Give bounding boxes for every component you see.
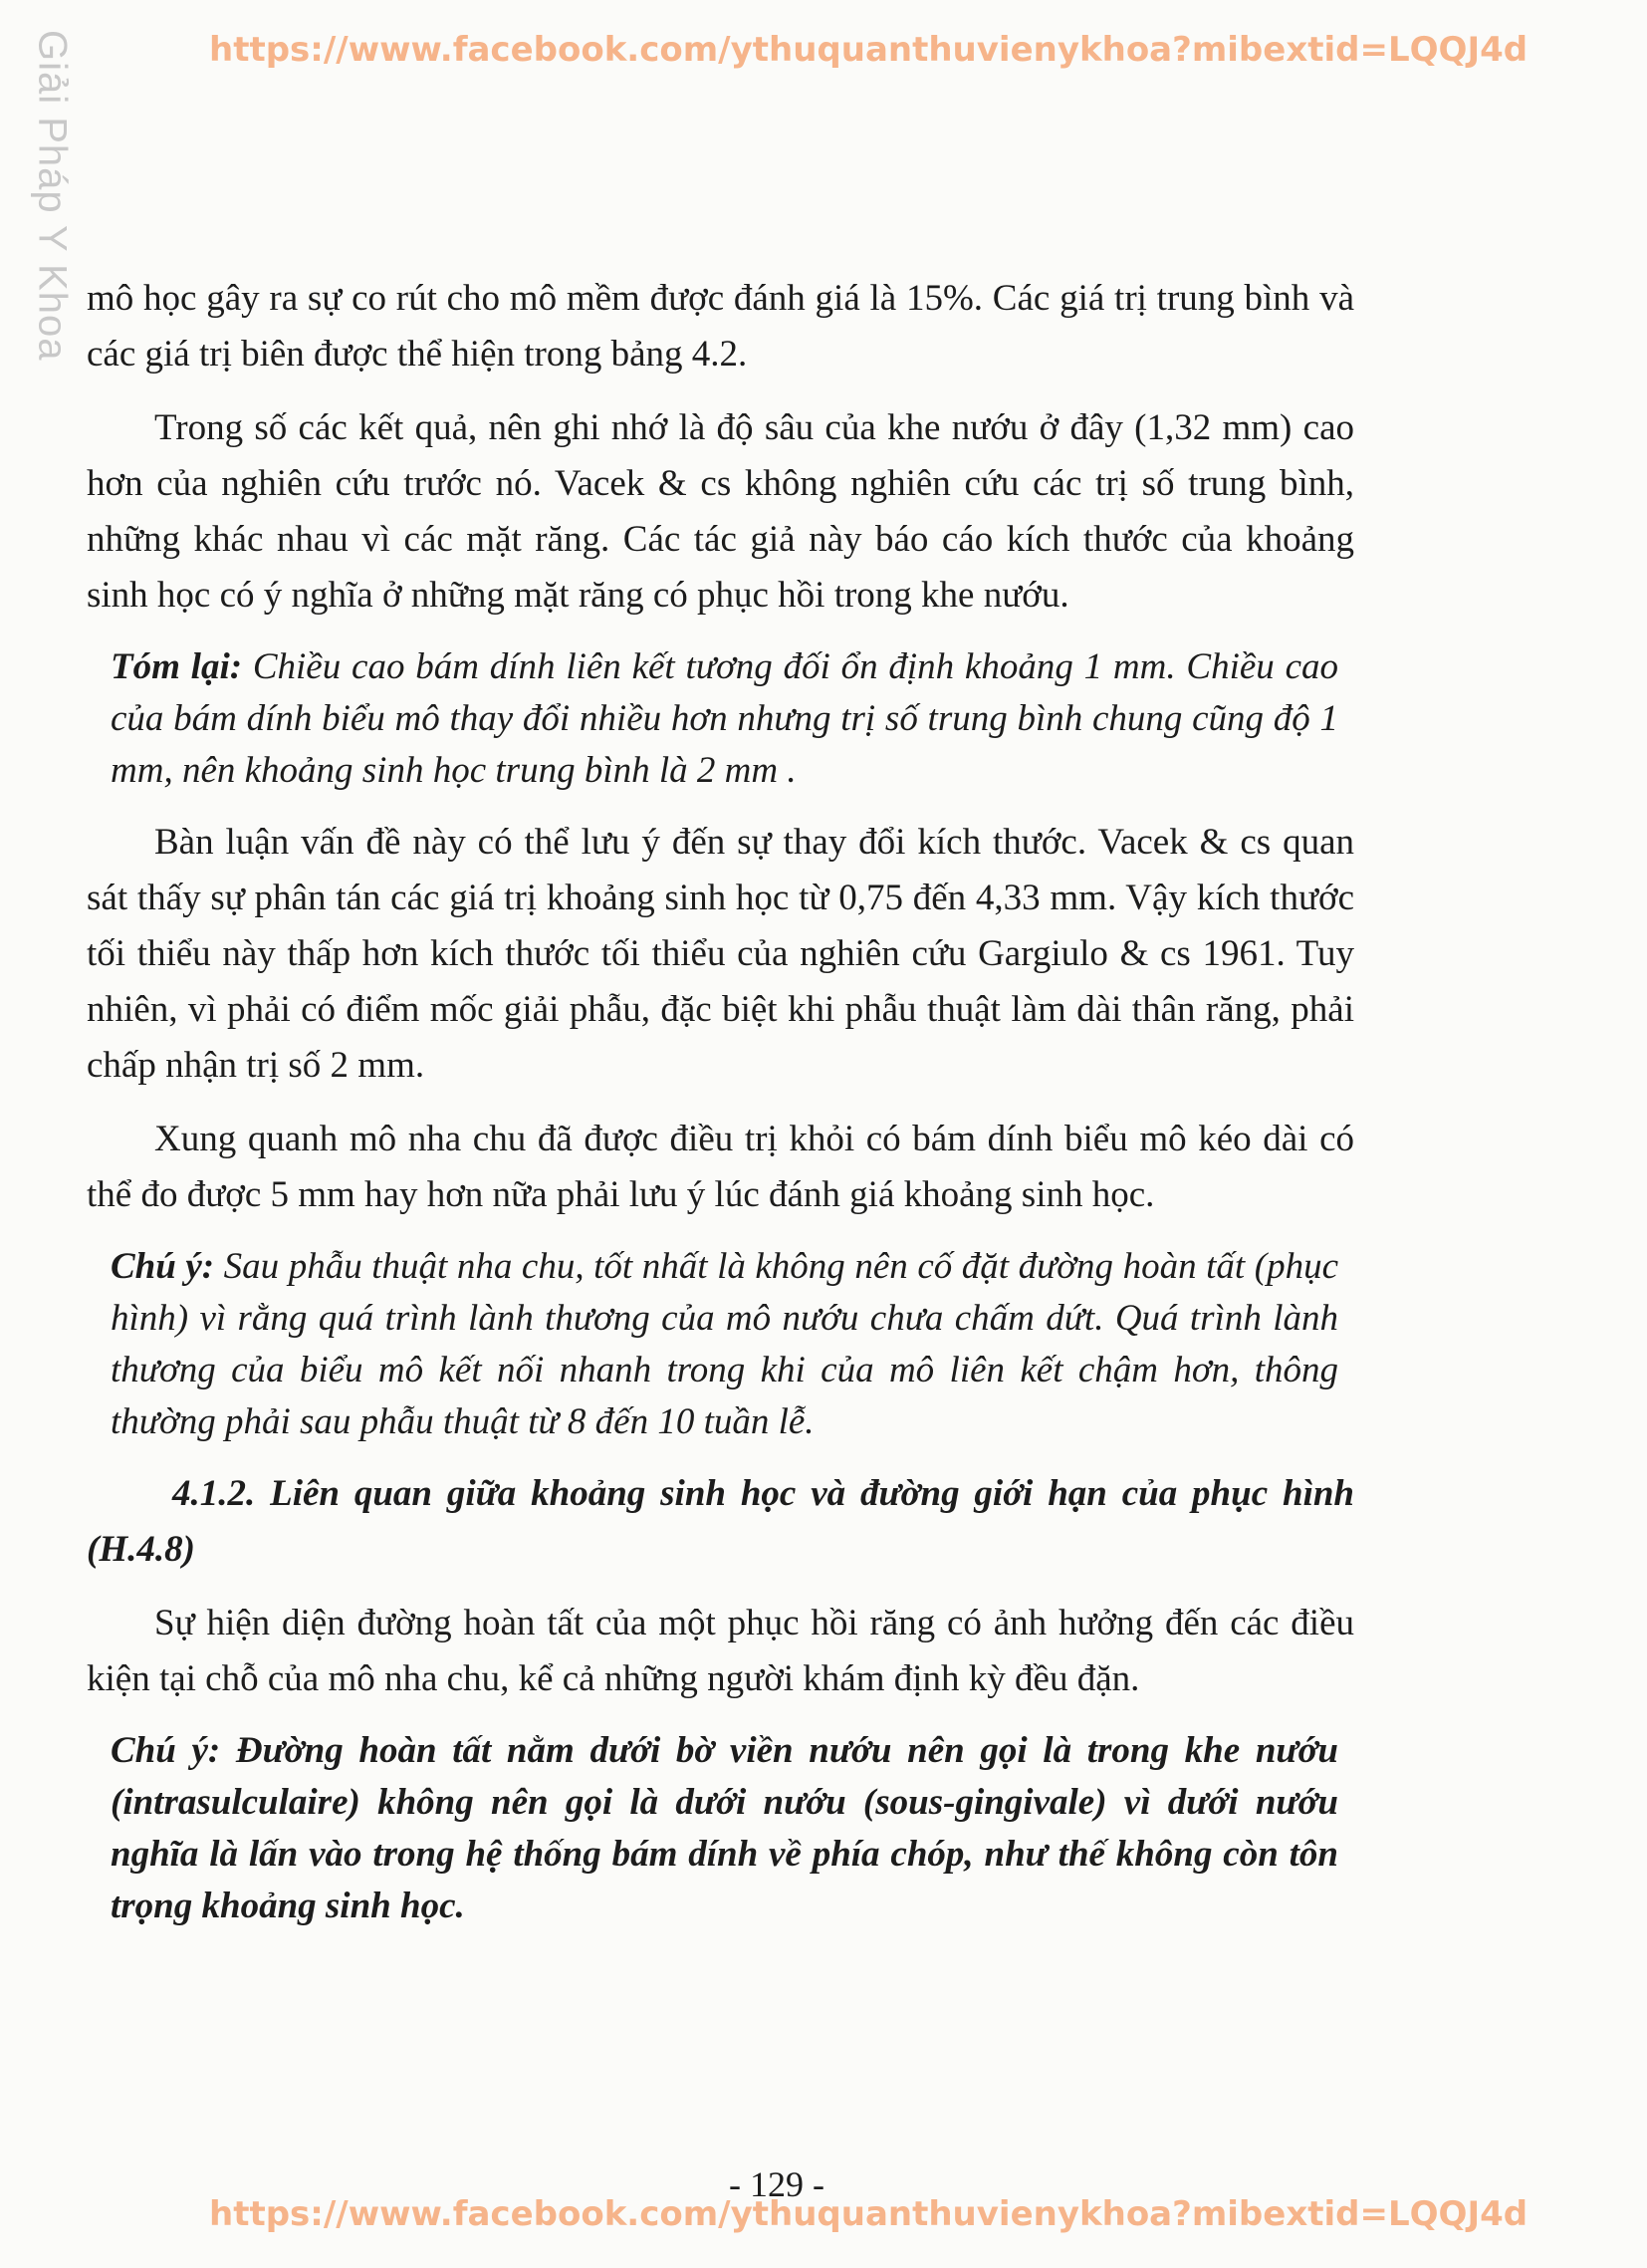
summary-box: [87, 641, 1354, 797]
watermark-url-top[interactable]: https://www.facebook.com/ythuquanthuvienykhoa?mibextid=LQQJ4d: [209, 30, 1529, 70]
summary-label: Tóm lại:: [111, 646, 243, 687]
paragraph-1: mô học gây ra sự co rút cho mô mềm được đánh giá là 15%. Các giá trị trung bình và các giá trị biên được thể hiện trong bảng 4.2.: [87, 278, 1354, 375]
side-watermark-text: Giải Pháp Y Khoa: [30, 30, 75, 362]
page-body: [87, 271, 1354, 1932]
paragraph-3: Bàn luận vấn đề này có thể lưu ý đến sự thay đổi kích thước. Vacek & cs quan sát thấy sự phân tán các giá trị khoảng sinh học từ 0,75 đến 4,33 mm. Vậy kích thước tối thiểu này thấp hơn kích thước tối thiểu của nghiên cứu Gargiulo & cs 1961. Tuy nhiên, vì phải có điểm mốc giải phẫu, đặc biệt khi phẫu thuật làm dài thân răng, phải chấp nhận trị số 2 mm.: [87, 822, 1354, 1086]
note2-text: Đường hoàn tất nằm dưới bờ viền nướu nên gọi là trong khe nướu (intrasulculaire) không nên gọi là dưới nướu (sous-gingivale) vì dưới nướu nghĩa là lấn vào trong hệ thống bám dính về phía chóp, như thế không còn tôn trọng khoảng sinh học.: [111, 1730, 1338, 1926]
paragraph-2: Trong số các kết quả, nên ghi nhớ là độ sâu của khe nướu ở đây (1,32 mm) cao hơn của nghiên cứu trước nó. Vacek & cs không nghiên cứu các trị số trung bình, những khác nhau vì các mặt răng. Các tác giả này báo cáo kích thước của khoảng sinh học có ý nghĩa ở những mặt răng có phục hồi trong khe nướu.: [87, 407, 1354, 616]
note-box-2: [87, 1725, 1354, 1932]
side-watermark: [22, 30, 82, 362]
note1-text: Sau phẫu thuật nha chu, tốt nhất là không nên cố đặt đường hoàn tất (phục hình) vì rằng quá trình lành thương của mô nướu chưa chấm dứt. Quá trình lành thương của biểu mô kết nối nhanh trong khi của mô liên kết chậm hơn, thông thường phải sau phẫu thuật từ 8 đến 10 tuần lễ.: [111, 1246, 1338, 1442]
section-heading: 4.1.2. Liên quan giữa khoảng sinh học và đường giới hạn của phục hình (H.4.8): [87, 1473, 1354, 1570]
watermark-url-bottom[interactable]: https://www.facebook.com/ythuquanthuvienykhoa?mibextid=LQQJ4d: [209, 2194, 1529, 2234]
note-box-1: [87, 1241, 1354, 1448]
note2-label: Chú ý:: [111, 1730, 221, 1771]
paragraph-4: Xung quanh mô nha chu đã được điều trị khỏi có bám dính biểu mô kéo dài có thể đo được 5 mm hay hơn nữa phải lưu ý lúc đánh giá khoảng sinh học.: [87, 1119, 1354, 1215]
paragraph-5: Sự hiện diện đường hoàn tất của một phục hồi răng có ảnh hưởng đến các điều kiện tại chỗ của mô nha chu, kể cả những người khám định kỳ đều đặn.: [87, 1603, 1354, 1699]
page-number: - 129 -: [729, 2164, 824, 2204]
note1-label: Chú ý:: [111, 1246, 215, 1287]
summary-text: Chiều cao bám dính liên kết tương đối ổn định khoảng 1 mm. Chiều cao của bám dính biểu mô thay đổi nhiều hơn nhưng trị số trung bình chung cũng độ 1 mm, nên khoảng sinh học trung bình là 2 mm .: [111, 646, 1339, 791]
